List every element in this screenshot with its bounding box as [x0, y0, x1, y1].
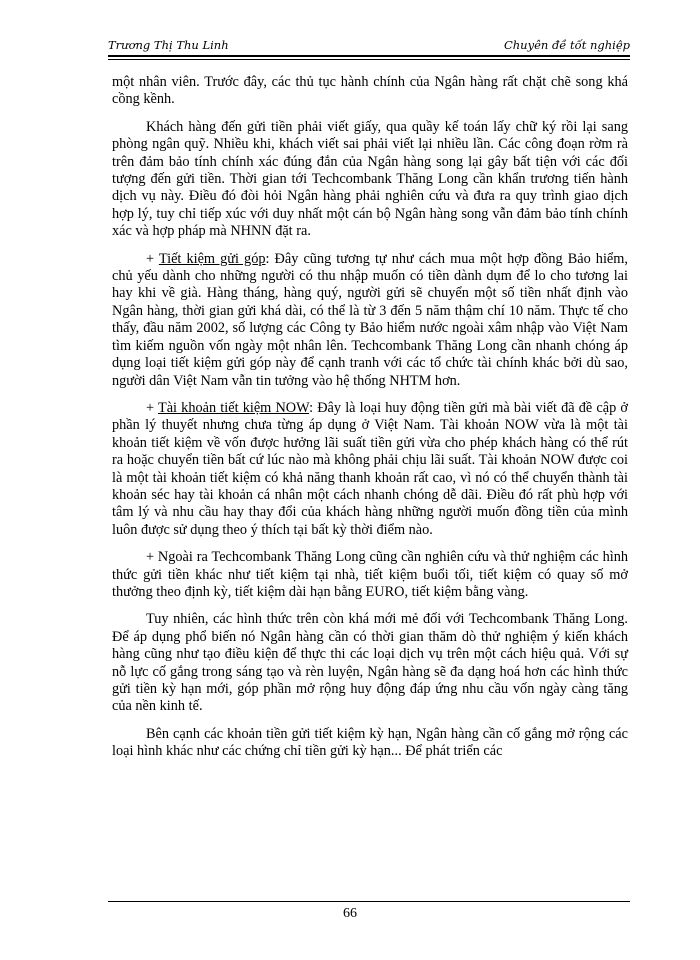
section-label: Tài khoản tiết kiệm NOW — [157, 399, 310, 416]
header-rule-thick — [108, 55, 630, 57]
paragraph-besides: Bên cạnh các khoản tiền gửi tiết kiệm kỳ hạn, Ngân hàng cần cố gắng mở rộng các loại hình khác như các chứng chỉ tiền gửi kỳ hạn... Để phát triển các — [112, 725, 628, 760]
page-number: 66 — [343, 906, 357, 921]
paragraph-other-forms: + Ngoài ra Techcombank Thăng Long cũng cần nghiên cứu và thử nghiệm các hình thức gửi tiền khác như tiết kiệm tại nhà, tiết kiệm buổi tối, tiết kiệm có quay số mở thưởng theo định kỳ, tiết kiệm dài hạn bằng EURO, tiết kiệm bằng vàng. — [112, 549, 628, 600]
footer-rule — [108, 901, 630, 902]
section-label: Tiết kiệm gửi góp — [158, 250, 266, 267]
header-rule-thin — [108, 59, 630, 60]
header-author: Trương Thị Thu Linh — [108, 38, 229, 52]
header-title: Chuyên đề tốt nghiệp — [503, 38, 630, 52]
document-body — [112, 74, 628, 771]
page-header — [108, 34, 630, 62]
paragraph-intro: một nhân viên. Trước đây, các thủ tục hành chính của Ngân hàng rất chặt chẽ song khá cồng kềnh. — [112, 74, 628, 108]
paragraph-now-account: + Tài khoản tiết kiệm NOW: Đây là loại huy động tiền gửi mà bài viết đã đề cập ở phần lý thuyết nhưng chưa từng áp dụng ở Việt Nam. Tài khoản NOW vừa là một tài khoản tiết kiệm về vốn được hưởng lãi suất tiền gửi vừa cho phép khách hàng có thể rút ra hoặc chuyển tiền bất cứ lúc nào mà không phải chịu lãi suất. Tài khoản NOW được coi là một tài khoản tiết kiệm có khả năng thanh khoản rất cao, vì nó có thể chuyển thành tài khoản séc hay tài khoản cá nhân một cách nhanh chóng dễ dãi. Điều đó rất phù hợp với tâm lý và nhu cầu hay thay đổi của khách hàng những người muốn đồng tiền của mình luôn được sử dụng theo ý thích tại bất kỳ thời điểm nào. — [112, 399, 628, 538]
paragraph-savings-installment: + Tiết kiệm gửi góp: Đây cũng tương tự như cách mua một hợp đồng Bảo hiểm, chủ yếu dành cho những người có thu nhập muốn có tiền dành dụm để lo cho tương lai hay khi về già. Hàng tháng, hàng quý, người gửi sẽ chuyển một số tiền nhất định vào Ngân hàng, thời gian gửi khá dài, có thể là từ 3 đến 5 năm thậm chí 10 năm. Thực tế cho thấy, đầu năm 2002, số lượng các Công ty Bảo hiểm nước ngoài xâm nhập vào Việt Nam tìm kiếm nguồn vốn ngày một nhân lên. Techcombank Thăng Long cần nhanh chóng áp dụng loại tiết kiệm gửi góp này để cạnh tranh với các tổ chức tài chính khác bởi dù sao, người dân Việt Nam vẫn tin tưởng vào hệ thống NHTM hơn. — [112, 250, 628, 389]
paragraph-however: Tuy nhiên, các hình thức trên còn khá mới mẻ đối với Techcombank Thăng Long. Để áp dụng phổ biến nó Ngân hàng cần có thời gian thăm dò thử nghiệm ý kiến khách hàng cũng như tạo điều kiện để thực thi các loại dịch vụ trên một cách hiệu quả. Với sự nỗ lực cố gắng trong sáng tạo và rèn luyện, Ngân hàng sẽ đa dạng hoá hơn các hình thức gửi tiền kỳ hạn mới, góp phần mở rộng huy động đáp ứng nhu cầu vốn ngày càng tăng của nền kinh tế. — [112, 611, 628, 715]
paragraph-deposit-procedure: Khách hàng đến gửi tiền phải viết giấy, qua quầy kế toán lấy chữ ký rồi lại sang phòng ngân quỹ. Nhiều khi, khách viết sai phải viết lại nhiều lần. Các công đoạn rờm rà trên đảm bảo tính chính xác đúng đắn của Ngân hàng song lại gây bất tiện với các đối tượng đến gửi tiền. Thời gian tới Techcombank Thăng Long cần khẩn trương tiến hành dịch vụ này. Điều đó đòi hỏi Ngân hàng phải nghiên cứu và đưa ra quy trình giao dịch hợp lý, tuy chỉ tiếp xúc với duy nhất một cán bộ Ngân hàng song vẫn đảm bảo tính chính xác và hợp pháp mà NHNN đặt ra. — [112, 118, 628, 240]
